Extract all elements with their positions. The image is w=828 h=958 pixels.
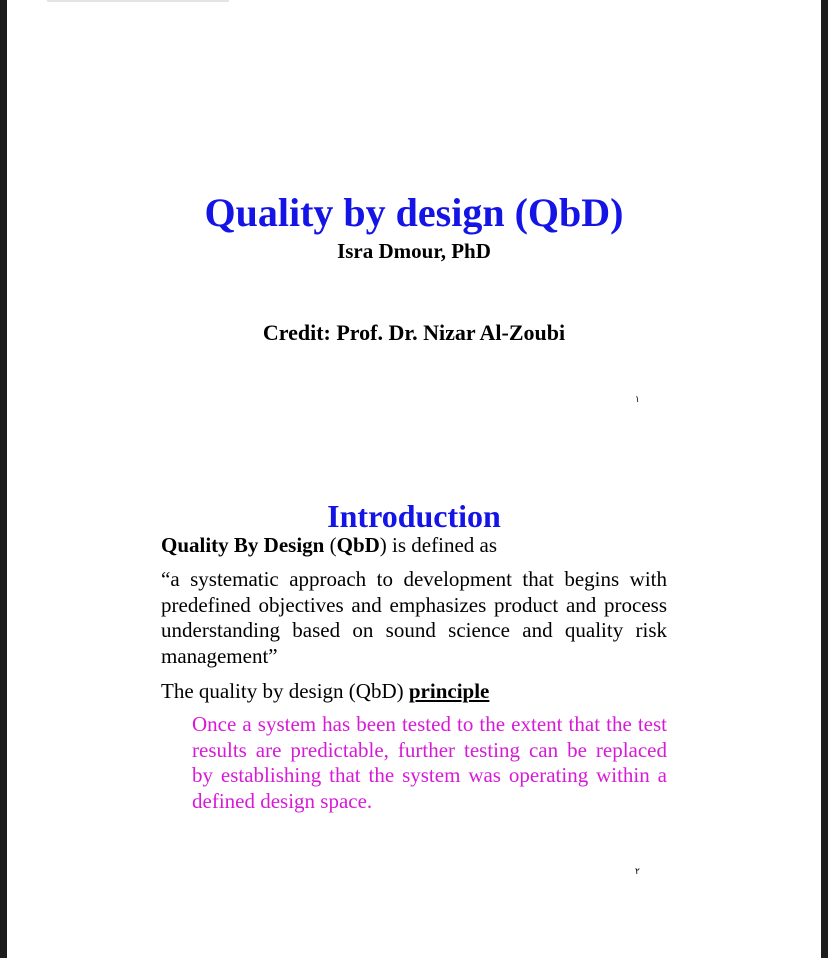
defined-as-text: ) is defined as — [379, 533, 498, 557]
page-number-2: ٢ — [635, 866, 640, 876]
qbd-abbreviation: QbD — [336, 533, 380, 557]
document-author: Isra Dmour, PhD — [337, 239, 491, 263]
viewer-left-edge — [0, 0, 7, 958]
viewer-right-edge — [821, 0, 828, 958]
document-page[interactable] — [7, 0, 821, 958]
open-paren: ( — [324, 533, 337, 557]
principle-line — [161, 678, 667, 704]
qbd-term: Quality By Design — [161, 533, 325, 557]
document-title: Quality by design (QbD) — [204, 190, 624, 235]
page-number-1: ١ — [635, 394, 640, 404]
principle-statement: Once a system has been tested to the extent that the test results are predictable, further testing can be replaced by establishing that the system was operating within a defined design space. — [192, 712, 667, 813]
document-credit: Credit: Prof. Dr. Nizar Al-Zoubi — [262, 320, 566, 345]
introduction-heading: Introduction — [327, 498, 501, 534]
principle-prefix: The quality by design (QbD) — [161, 679, 409, 703]
previous-page-edge — [47, 0, 229, 2]
principle-word: principle — [408, 679, 490, 703]
definition-line — [161, 532, 667, 558]
qbd-definition-quote: “a systematic approach to development that begins with predefined objectives and emphasizes product and process understanding based on sound science and quality risk management” — [161, 567, 667, 668]
